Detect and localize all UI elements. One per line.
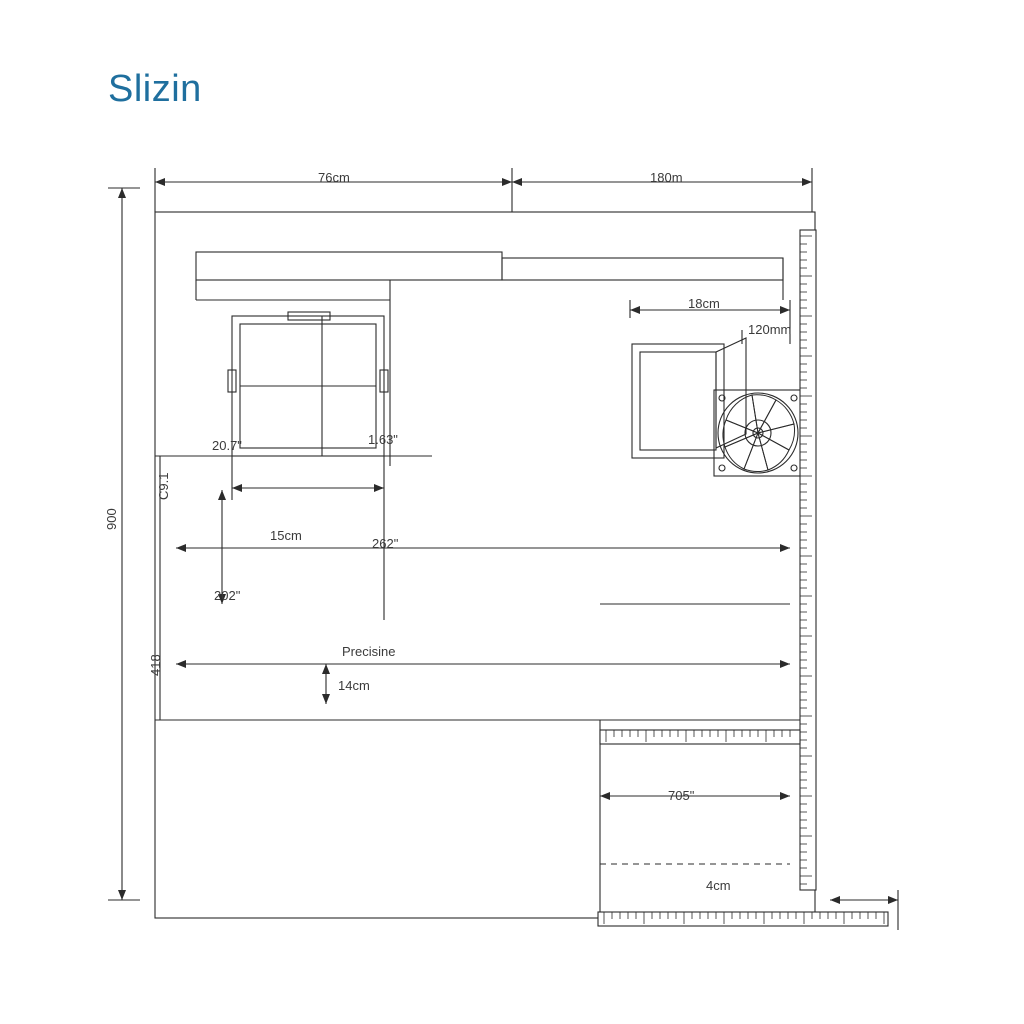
fan-screw-tr <box>791 395 797 401</box>
ruler-horizontal-bottom-body <box>598 912 888 926</box>
dim-label-door-left-height: 20.7" <box>212 438 242 453</box>
room-outline <box>155 212 815 918</box>
dim-label-fan-depth: 120mm <box>748 322 792 337</box>
dim-label-lower-vert: 418 <box>148 654 163 676</box>
fan-blades <box>723 395 795 472</box>
dim-label-mid-left-span: 15cm <box>270 528 302 543</box>
dim-label-door-right-height: 1.63" <box>368 432 398 447</box>
dim-label-inner-vert-a: C9.1 <box>156 472 171 500</box>
soffit-right <box>502 258 783 280</box>
dim-label-top-left-span: 76cm <box>318 170 350 185</box>
dim-label-mid-right-span: 262" <box>372 536 399 551</box>
soffit-left <box>196 252 502 280</box>
dim-label-top-right-span: 180m <box>650 170 683 185</box>
dim-label-cabinet-width: 18cm <box>688 296 720 311</box>
dim-label-inner-vert-b: 202" <box>214 588 241 603</box>
ruler-vertical-body <box>800 230 816 890</box>
cabinet-outline <box>632 344 724 458</box>
fan-screw-bl <box>719 465 725 471</box>
dim-label-bottom-right-gap: 4cm <box>706 878 731 893</box>
page-title: Slizin <box>108 68 202 110</box>
dim-label-left-overall: 900 <box>104 508 119 530</box>
cabinet-inner <box>640 352 716 450</box>
cabinet-side-panel <box>716 338 746 448</box>
dim-label-bottom-inner-span: 705" <box>668 788 695 803</box>
dim-label-lower-offset: 14cm <box>338 678 370 693</box>
fan-screw-br <box>791 465 797 471</box>
annotation-precision-note: Precisine <box>342 644 396 659</box>
